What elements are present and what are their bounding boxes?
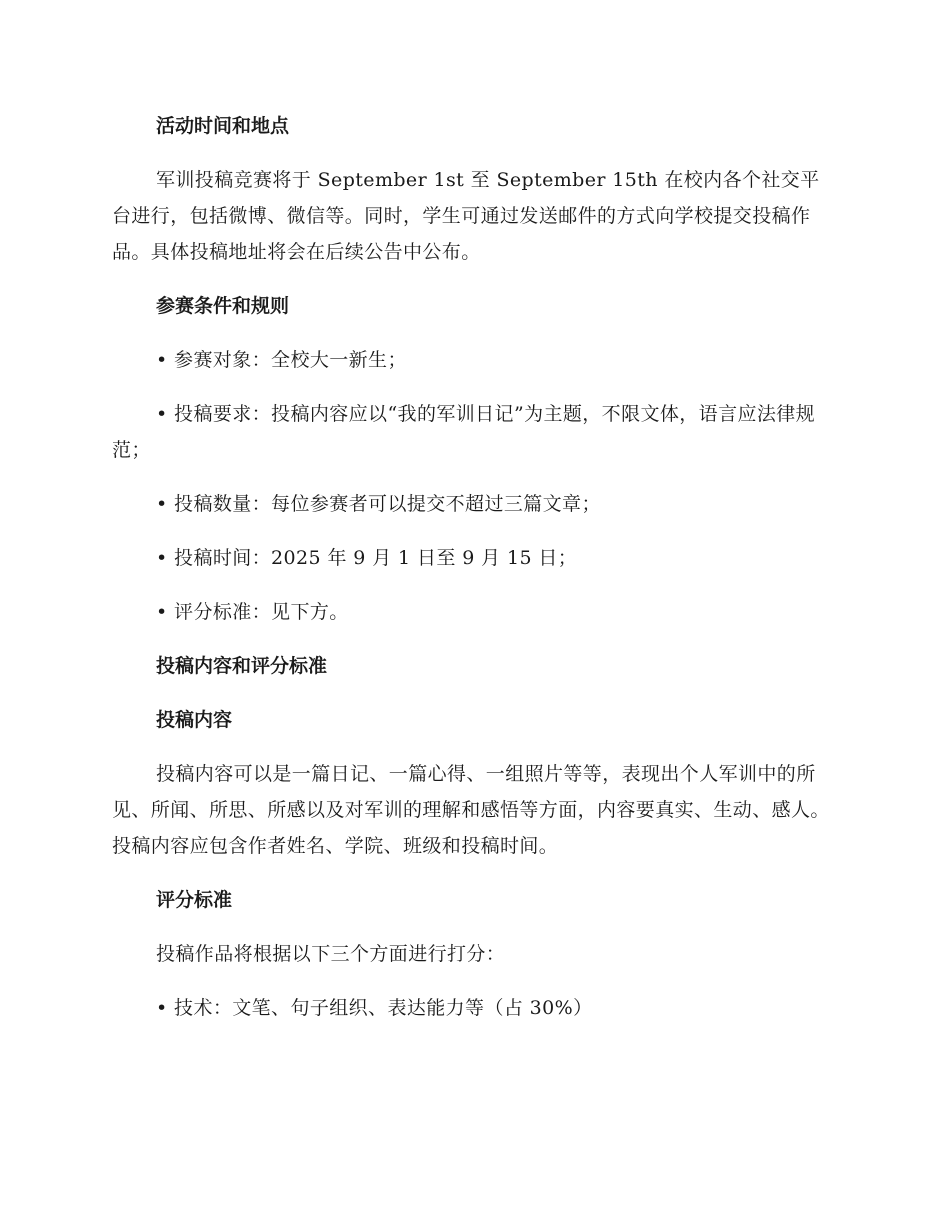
list-item-scoring: • 评分标准：见下方。 [156,601,349,623]
paragraph-content: 投稿内容可以是一篇日记、一篇心得、一组照片等等，表现出个人军训中的所见、所闻、所思、所感以及对军训的理解和感悟等方面，内容要真实、生动、感人。投稿内容应包含作者姓名、学院、班级和投稿时间。 [112,763,830,857]
section-heading-rules: 参赛条件和规则 [156,295,290,317]
list-item-technique: • 技术：文笔、句子组织、表达能力等（占 30%） [156,997,593,1019]
document-page [112,108,834,1044]
paragraph-scoring-intro: 投稿作品将根据以下三个方面进行打分： [156,943,506,965]
list-item-time: • 投稿时间：2025 年 9 月 1 日至 9 月 15 日； [156,547,578,569]
section-heading-time-place: 活动时间和地点 [156,115,290,137]
list-item-quantity: • 投稿数量：每位参赛者可以提交不超过三篇文章； [156,493,601,515]
list-item-requirements: • 投稿要求：投稿内容应以“我的军训日记”为主题，不限文体，语言应法律规范； [112,403,816,461]
subheading-content: 投稿内容 [156,709,233,731]
paragraph-time-place: 军训投稿竞赛将于 September 1st 至 September 15th 在校内各个社交平台进行，包括微博、微信等。同时，学生可通过发送邮件的方式向学校提交投稿作品。具体投稿地址将会在后续公告中公布。 [112,169,820,263]
list-item-participants: • 参赛对象：全校大一新生； [156,349,407,371]
subheading-scoring: 评分标准 [156,889,233,911]
section-heading-content-scoring: 投稿内容和评分标准 [156,655,328,677]
